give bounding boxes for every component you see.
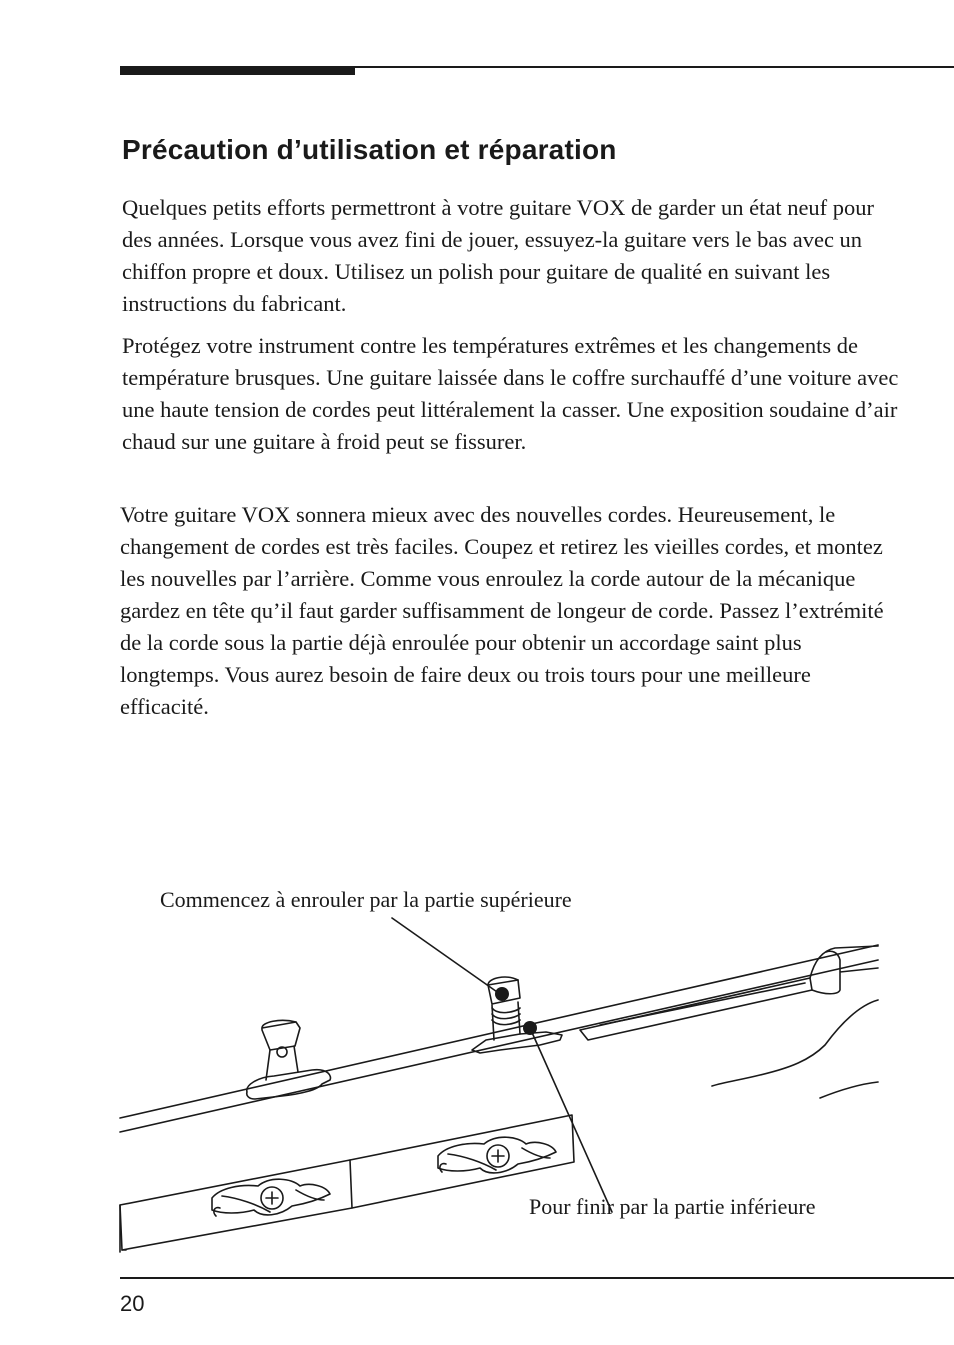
tuner-key-2 bbox=[438, 1137, 556, 1173]
paragraph-strings: Votre guitare VOX sonnera mieux avec des nouvelles cordes. Heureusement, le changement de cordes est très faciles. Coupez et retirez les vieilles cordes, et montez les nouvelles par l’arrière. Comme vous enroulez la corde autour de la mécanique gardez en tête qu’il faut garder suffisamment de longeur de corde. Passez l’extrémité de la corde sous la partie déjà enroulée pour obtenir un accordage saint plus longtemps. Vous aurez besoin de faire deux ou trois tours pour une meilleure efficacité. bbox=[120, 502, 884, 719]
peg-cap-1 bbox=[262, 1022, 300, 1050]
footer-rule bbox=[120, 1277, 954, 1279]
page-number: 20 bbox=[120, 1291, 145, 1316]
string-winding bbox=[492, 1008, 520, 1025]
paragraph-temperature: Protégez votre instrument contre les températures extrêmes et les changements de température brusques. Une guitare laissée dans le coffre surchauffé d’une voiture avec une haute tension de cordes peut littéralement la casser. Une exposition soudaine d’air chaud sur une guitare à froid peut se fissurer. bbox=[122, 333, 899, 454]
winding-end-marker bbox=[523, 1021, 537, 1035]
paragraph-care: Quelques petits efforts permettront à votre guitare VOX de garder un état neuf pour des années. Lorsque vous avez fini de jouer, essuyez-la guitare vers le bas avec un chiffon propre et doux. Utilisez un polish pour guitare de qualité en suivant les instructions du fabricant. bbox=[122, 195, 875, 316]
neck-contour bbox=[712, 1000, 878, 1098]
caption-bottom: Pour finir par la partie inférieure bbox=[529, 1194, 816, 1219]
headstock-side bbox=[120, 1160, 352, 1250]
headstock-top-edge-inner bbox=[120, 960, 878, 1132]
headstock-top-edge bbox=[120, 945, 878, 1118]
leader-line-bottom bbox=[530, 1028, 612, 1212]
tuner-key-1 bbox=[212, 1179, 330, 1216]
caption-top: Commencez à enrouler par la partie supérieure bbox=[160, 887, 572, 912]
leader-line-top bbox=[392, 918, 500, 994]
winding-start-marker bbox=[495, 987, 509, 1001]
peg-base-1 bbox=[247, 1070, 331, 1099]
header-rule-accent bbox=[120, 66, 355, 75]
fingerboard-line bbox=[600, 983, 805, 1025]
page-title: Précaution d’utilisation et réparation bbox=[122, 134, 617, 165]
